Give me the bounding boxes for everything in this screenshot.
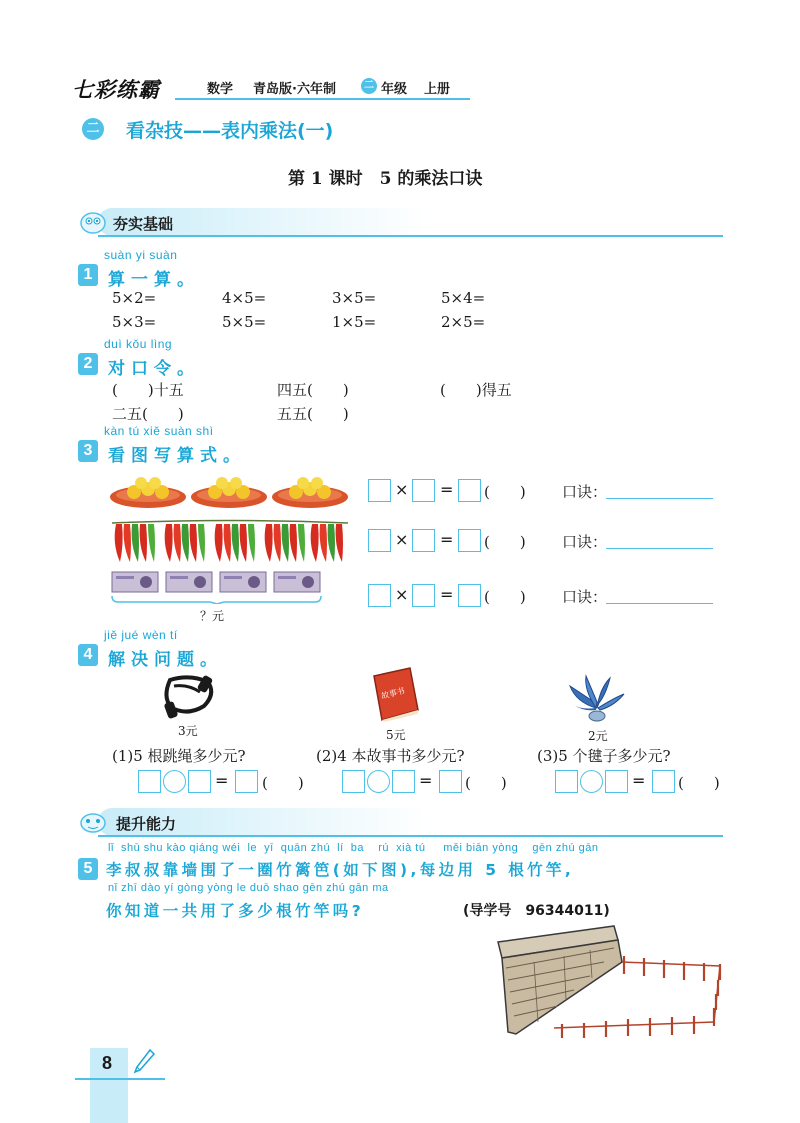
shuttlecock-price: 2元 (588, 729, 608, 743)
section-bar-improve (78, 808, 723, 838)
q4-operator-circle[interactable] (580, 770, 603, 793)
q1-expr: 5×5= (222, 313, 267, 331)
koujue-label: 口诀： (562, 483, 608, 501)
equals-sign: = (440, 530, 454, 549)
q2-item: ( )十五 (112, 381, 184, 399)
banknote-icon (112, 572, 158, 592)
pear-plate-icon (110, 477, 186, 508)
q3-answer-paren[interactable]: ( ) (484, 483, 526, 501)
q4-answer-box[interactable] (188, 770, 211, 793)
q3-answer-paren[interactable]: ( ) (484, 533, 526, 551)
q5-text-line1: 李叔叔靠墙围了一圈竹篱笆(如下图),每边用 5 根竹竿, (106, 861, 575, 879)
q2-item: 四五( ) (277, 381, 349, 399)
times-sign: × (395, 530, 409, 549)
banknote-icon (220, 572, 266, 592)
section-label: 提升能力 (116, 815, 177, 833)
q1-title: 算一算。 (108, 270, 200, 290)
q3-answer-box[interactable] (412, 529, 435, 552)
q5-pinyin-line2: nǐ zhī dào yí gòng yòng le duō shao gēn zhú gān ma (108, 882, 389, 894)
q4-answer-box[interactable] (138, 770, 161, 793)
equals-sign: = (419, 771, 433, 790)
q4-operator-circle[interactable] (367, 770, 390, 793)
q4-question: (2)4 本故事书多少元? (316, 747, 465, 765)
q4-answer-paren[interactable]: ( ) (262, 774, 304, 792)
storybook-cover-text: 故事书 (380, 686, 406, 701)
logo (70, 72, 178, 100)
chili-bunch-icon (265, 524, 305, 562)
grade-badge-text: 二 (364, 80, 374, 91)
q5-number-text: 5 (83, 860, 93, 877)
q4-answer-paren[interactable]: ( ) (678, 774, 720, 792)
koujue-answer-line[interactable] (606, 548, 713, 549)
q2-title: 对口令。 (108, 359, 200, 379)
q4-answer-box[interactable] (652, 770, 675, 793)
pear-plate-icon (191, 477, 267, 508)
fence-illustration (494, 922, 724, 1040)
q3-answer-box[interactable] (368, 479, 391, 502)
q3-answer-box[interactable] (458, 479, 481, 502)
koujue-answer-line[interactable] (606, 603, 713, 604)
times-sign: × (395, 480, 409, 499)
q3-answer-box[interactable] (368, 529, 391, 552)
q1-expr: 1×5= (332, 313, 377, 331)
header-subject: 数学 (207, 82, 234, 97)
pencil-icon (132, 1048, 156, 1076)
section-rule (98, 835, 723, 837)
storybook-icon (370, 666, 422, 722)
q3-answer-box[interactable] (412, 584, 435, 607)
chili-bunch-icon (115, 524, 155, 562)
q3-answer-box[interactable] (368, 584, 391, 607)
q4-question: (1)5 根跳绳多少元? (112, 747, 246, 765)
q1-number-text: 1 (83, 266, 93, 283)
header-rule (175, 98, 470, 100)
q2-item: 二五( ) (112, 405, 184, 423)
q1-number (78, 264, 98, 286)
chili-bunch-icon (165, 524, 205, 562)
unit-title: 看杂技——表内乘法(一) (126, 120, 334, 142)
banknote-icon (274, 572, 320, 592)
q4-operator-circle[interactable] (163, 770, 186, 793)
koujue-label: 口诀： (562, 533, 608, 551)
page-number: 8 (102, 1053, 113, 1073)
q2-number-text: 2 (83, 355, 93, 372)
chili-bunch-icon (311, 524, 343, 562)
q3-answer-box[interactable] (458, 529, 481, 552)
q3-number (78, 440, 98, 462)
banknotes-illustration (110, 570, 325, 604)
q2-item: 五五( ) (277, 405, 349, 423)
q3-title: 看图写算式。 (108, 446, 246, 466)
q1-pinyin: suàn yi suàn (104, 248, 178, 262)
q4-answer-box[interactable] (392, 770, 415, 793)
q4-pinyin: jiě jué wèn tí (104, 628, 178, 642)
q5-number (78, 858, 98, 880)
jump-rope-icon (160, 672, 218, 720)
q4-answer-box[interactable] (342, 770, 365, 793)
q3-answer-box[interactable] (412, 479, 435, 502)
q5-pinyin-line1: lǐ shū shu kào qiáng wéi le yī quān zhú lí ba rú xià tú měi biān yòng gēn zhú gān (108, 842, 599, 854)
times-sign: × (395, 585, 409, 604)
equals-sign: = (440, 480, 454, 499)
storybook-price: 5元 (386, 728, 406, 742)
jump-rope-price: 3元 (178, 724, 198, 738)
q1-expr: 5×2= (112, 289, 157, 307)
equals-sign: = (215, 771, 229, 790)
q3-pinyin: kàn tú xiě suàn shì (104, 424, 214, 438)
q1-expr: 3×5= (332, 289, 377, 307)
koujue-answer-line[interactable] (606, 498, 713, 499)
mascot-icon (78, 810, 108, 834)
koujue-label: 口诀： (562, 588, 608, 606)
pear-plates-illustration (110, 470, 350, 510)
header-volume: 上册 (424, 82, 451, 97)
logo-text: 七彩练霸 (72, 78, 160, 102)
header-edition: 青岛版·六年制 (253, 82, 336, 97)
owl-icon (78, 210, 108, 234)
q1-expr: 5×4= (441, 289, 486, 307)
section-label: 夯实基础 (113, 215, 174, 233)
q4-number (78, 644, 98, 666)
q1-expr: 5×3= (112, 313, 157, 331)
shuttlecock-icon (566, 672, 628, 724)
unit-number-badge (82, 118, 104, 140)
header-grade: 年级 (381, 82, 408, 97)
pear-plate-icon (272, 477, 348, 508)
q1-expr: 2×5= (441, 313, 486, 331)
q2-item: ( )得五 (440, 381, 512, 399)
wall-icon (498, 926, 622, 1034)
q3-number-text: 3 (83, 442, 93, 459)
q4-answer-paren[interactable]: ( ) (465, 774, 507, 792)
q2-number (78, 353, 98, 375)
q4-answer-box[interactable] (439, 770, 462, 793)
q5-text-line2: 你知道一共用了多少根竹竿吗? (106, 902, 365, 920)
unit-number: 二 (86, 121, 100, 136)
q4-title: 解决问题。 (108, 650, 223, 670)
equals-sign: = (632, 771, 646, 790)
q2-pinyin: duì kǒu lìng (104, 337, 173, 351)
chili-peppers-illustration (110, 518, 350, 566)
q5-reference-number: (导学号 96344011) (463, 903, 610, 919)
chili-bunch-icon (215, 524, 255, 562)
q4-answer-box[interactable] (605, 770, 628, 793)
q4-answer-box[interactable] (235, 770, 258, 793)
q3-answer-box[interactable] (458, 584, 481, 607)
grade-badge (361, 78, 377, 94)
q4-answer-box[interactable] (555, 770, 578, 793)
banknote-icon (166, 572, 212, 592)
q3-answer-paren[interactable]: ( ) (484, 588, 526, 606)
section-bar-basics (78, 208, 723, 238)
section-rule (98, 235, 723, 237)
footer-rule (75, 1078, 165, 1080)
equals-sign: = (440, 585, 454, 604)
money-caption: ？元 (200, 609, 225, 623)
q4-number-text: 4 (83, 646, 93, 663)
q4-question: (3)5 个毽子多少元? (537, 747, 671, 765)
lesson-title: 第 1 课时 5 的乘法口诀 (288, 169, 483, 189)
q1-expr: 4×5= (222, 289, 267, 307)
